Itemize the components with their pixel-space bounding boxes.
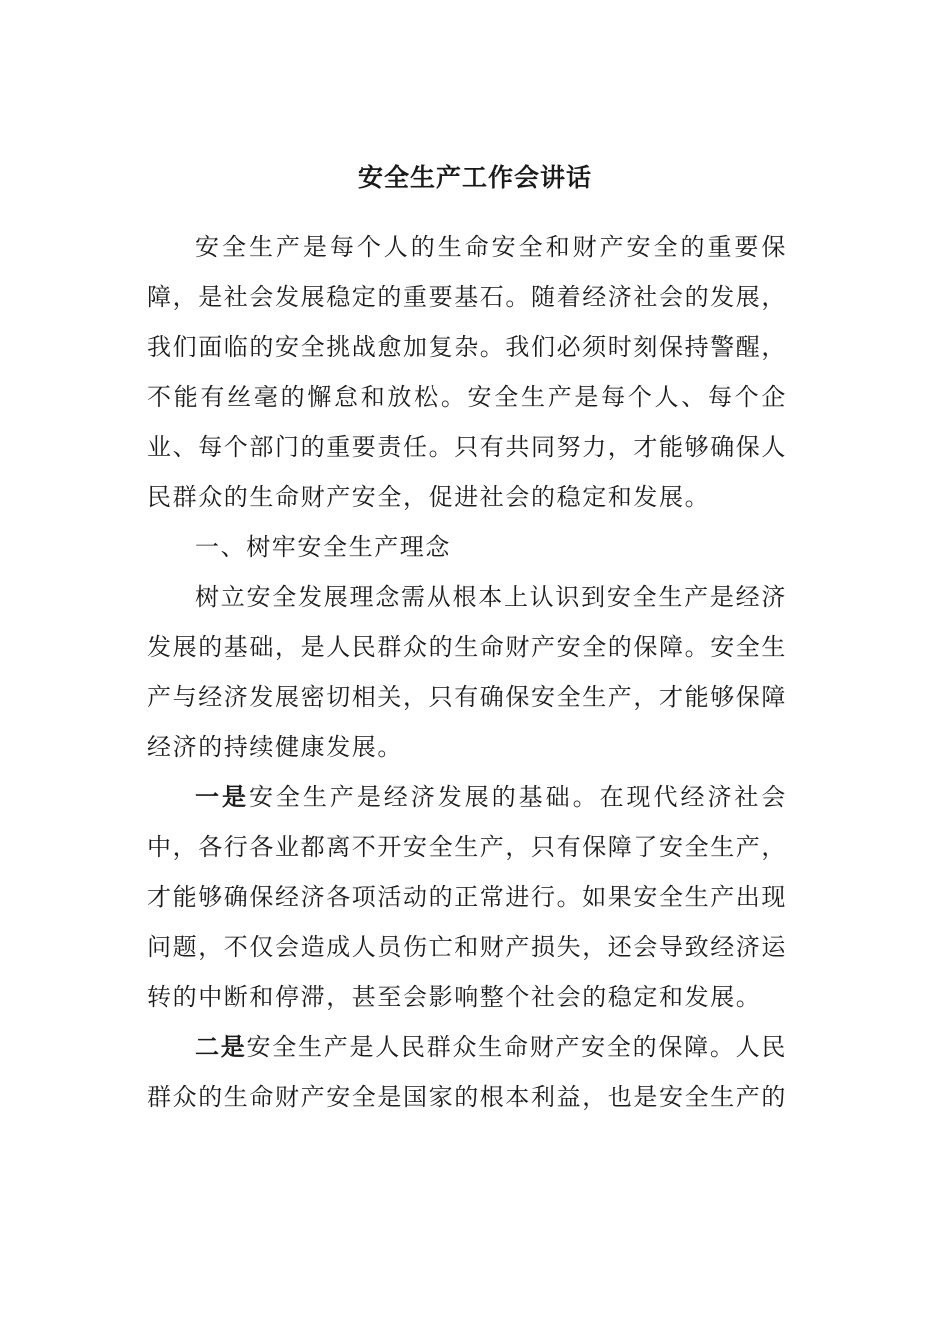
point-2-text: 安全生产是人民群众生命财产安全的保障。人民群众的生命财产安全是国家的根本利益，也是安全生产的	[147, 1033, 787, 1111]
section-1-heading: 一、树牢安全生产理念	[195, 533, 451, 561]
document-body	[147, 222, 787, 1122]
point-2-paragraph	[147, 1022, 787, 1122]
point-1-paragraph	[147, 772, 787, 1022]
section-1-paragraph: 树立安全发展理念需从根本上认识到安全生产是经济发展的基础，是人民群众的生命财产安全的保障。安全生产与经济发展密切相关，只有确保安全生产，才能够保障经济的持续健康发展。	[147, 583, 787, 761]
intro-paragraph: 安全生产是每个人的生命安全和财产安全的重要保障，是社会发展稳定的重要基石。随着经济社会的发展，我们面临的安全挑战愈加复杂。我们必须时刻保持警醒，不能有丝毫的懈怠和放松。安全生产是每个人、每个企业、每个部门的重要责任。只有共同努力，才能够确保人民群众的生命财产安全，促进社会的稳定和发展。	[147, 233, 787, 511]
point-2-lead: 二是	[195, 1032, 247, 1061]
point-1-text: 安全生产是经济发展的基础。在现代经济社会中，各行各业都离不开安全生产，只有保障了安全生产，才能够确保经济各项活动的正常进行。如果安全生产出现问题，不仅会造成人员伤亡和财产损失，还会导致经济运转的中断和停滞，甚至会影响整个社会的稳定和发展。	[147, 783, 788, 1011]
document-title: 安全生产工作会讲话	[357, 163, 592, 192]
point-1-lead: 一是	[195, 782, 249, 811]
